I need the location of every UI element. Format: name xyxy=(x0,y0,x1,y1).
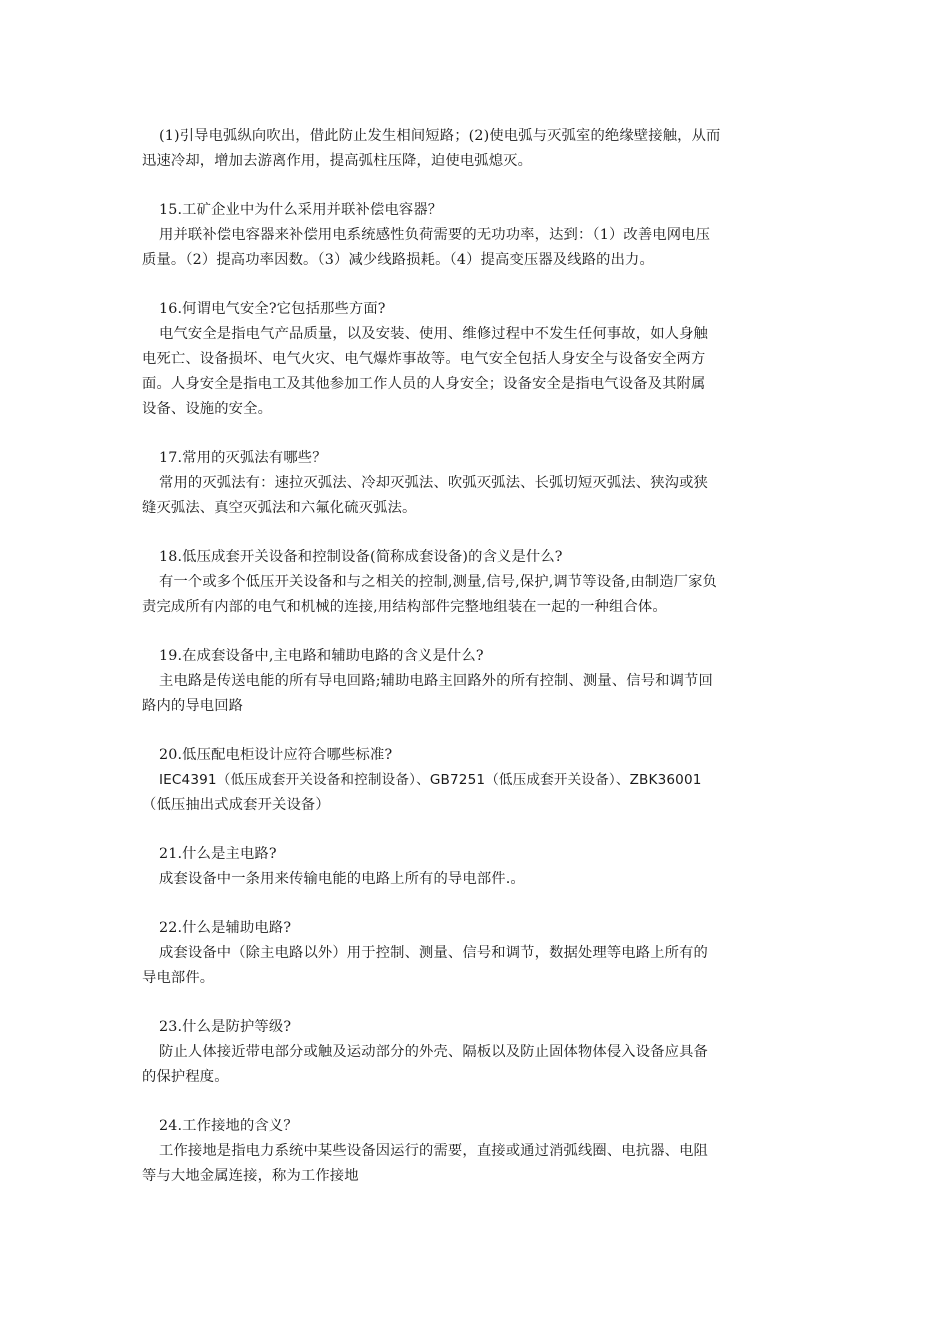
answer-line: 工作接地是指电力系统中某些设备因运行的需要，直接或通过消弧线圈、电抗器、电阻 xyxy=(159,1143,708,1159)
answer-line: 有一个或多个低压开关设备和与之相关的控制,测量,信号,保护,调节等设备,由制造厂家负 xyxy=(159,574,718,590)
question-heading-20: 20.低压配电柜设计应符合哪些标准? xyxy=(159,747,393,763)
answer-line: 设备、设施的安全。 xyxy=(142,401,273,417)
answer-line: 的保护程度。 xyxy=(142,1069,229,1085)
answer-line: 路内的导电回路 xyxy=(142,698,244,714)
document-page xyxy=(142,124,808,1189)
qa-block-16 xyxy=(142,297,808,422)
answer-line: （低压抽出式成套开关设备） xyxy=(142,797,330,813)
answer-line: (1)引导电弧纵向吹出，借此防止发生相间短路；(2)使电弧与灭弧室的绝缘壁接触，从而 xyxy=(159,128,721,144)
answer-line: 电死亡、设备损坏、电气火灾、电气爆炸事故等。电气安全包括人身安全与设备安全两方 xyxy=(142,351,706,367)
question-heading-19: 19.在成套设备中,主电路和辅助电路的含义是什么? xyxy=(159,648,484,664)
qa-block-22 xyxy=(142,916,808,991)
answer-line: 用并联补偿电容器来补偿用电系统感性负荷需要的无功功率，达到：（1）改善电网电压 xyxy=(159,227,711,243)
answer-line: 等与大地金属连接，称为工作接地 xyxy=(142,1168,359,1184)
question-heading-15: 15.工矿企业中为什么采用并联补偿电容器？ xyxy=(159,202,443,218)
answer-line: 缝灭弧法、真空灭弧法和六氟化硫灭弧法。 xyxy=(142,500,417,516)
answer-line: 质量。（2）提高功率因数。（3）减少线路损耗。（4）提高变压器及线路的出力。 xyxy=(142,252,654,268)
question-heading-18: 18.低压成套开关设备和控制设备(简称成套设备)的含义是什么? xyxy=(159,549,563,565)
question-heading-22: 22.什么是辅助电路? xyxy=(159,920,292,936)
answer-line: 常用的灭弧法有：速拉灭弧法、冷却灭弧法、吹弧灭弧法、长弧切短灭弧法、狭沟或狭 xyxy=(159,475,708,491)
answer-line: 电气安全是指电气产品质量，以及安装、使用、维修过程中不发生任何事故，如人身触 xyxy=(159,326,708,342)
qa-block-20 xyxy=(142,743,808,818)
answer-block-arc-extinguishing xyxy=(142,124,808,174)
qa-block-17 xyxy=(142,446,808,521)
answer-line: 迅速冷却，增加去游离作用，提高弧柱压降，迫使电弧熄灭。 xyxy=(142,153,533,169)
answer-line: 成套设备中一条用来传输电能的电路上所有的导电部件.。 xyxy=(159,871,525,887)
answer-line: IEC4391（低压成套开关设备和控制设备）、GB7251（低压成套开关设备）、ZBK36001 xyxy=(159,772,702,788)
question-heading-21: 21.什么是主电路? xyxy=(159,846,277,862)
answer-line: 主电路是传送电能的所有导电回路;辅助电路主回路外的所有控制、测量、信号和调节回 xyxy=(159,673,713,689)
qa-block-21 xyxy=(142,842,808,892)
answer-line: 面。人身安全是指电工及其他参加工作人员的人身安全；设备安全是指电气设备及其附属 xyxy=(142,376,706,392)
qa-block-24 xyxy=(142,1114,808,1189)
question-heading-16: 16.何谓电气安全?它包括那些方面? xyxy=(159,301,386,317)
answer-line: 防止人体接近带电部分或触及运动部分的外壳、隔板以及防止固体物体侵入设备应具备 xyxy=(159,1044,708,1060)
question-heading-17: 17.常用的灭弧法有哪些？ xyxy=(159,450,327,466)
qa-block-15 xyxy=(142,198,808,273)
qa-block-19 xyxy=(142,644,808,719)
qa-block-18 xyxy=(142,545,808,620)
question-heading-24: 24.工作接地的含义？ xyxy=(159,1118,298,1134)
answer-line: 成套设备中（除主电路以外）用于控制、测量、信号和调节，数据处理等电路上所有的 xyxy=(159,945,708,961)
answer-line: 导电部件。 xyxy=(142,970,215,986)
question-heading-23: 23.什么是防护等级? xyxy=(159,1019,292,1035)
answer-line: 责完成所有内部的电气和机械的连接,用结构部件完整地组装在一起的一种组合体。 xyxy=(142,599,667,615)
qa-block-23 xyxy=(142,1015,808,1090)
